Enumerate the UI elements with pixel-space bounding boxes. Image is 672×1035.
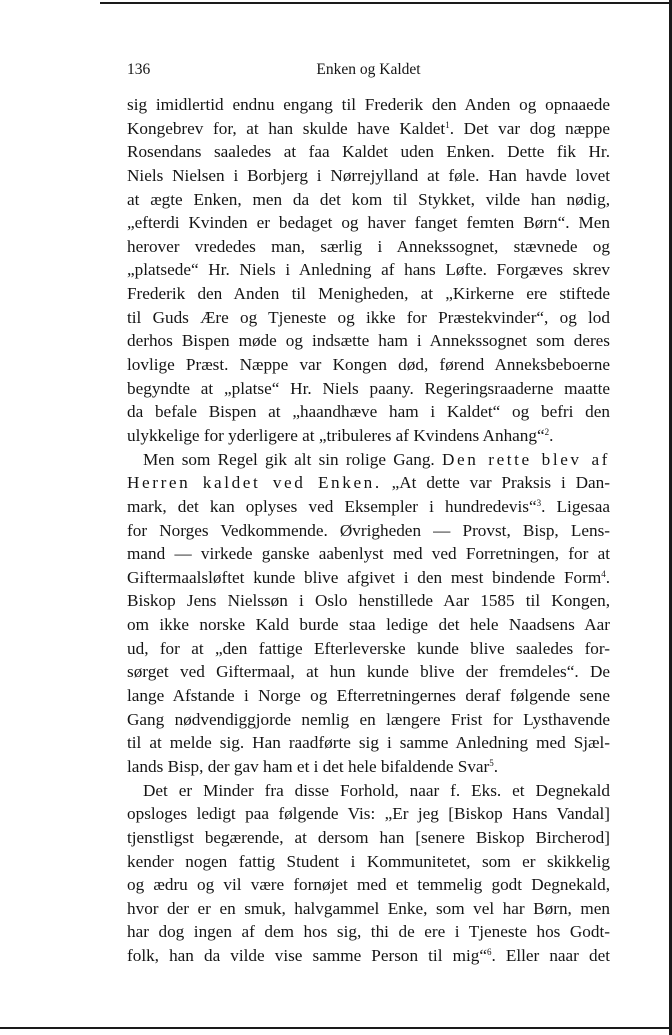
- footnote-marker: 2: [544, 426, 550, 437]
- text-segment: kender nogen fattig Student i Kommunitetet, som er skikkelig: [127, 851, 610, 871]
- page-header: [127, 61, 610, 83]
- text-segment: lange Afstande i Norge og Efterretningernes deraf følgende sene: [127, 686, 610, 706]
- text-segment: Niels Nielsen i Borbjerg i Nørrejylland at føle. Han havde lovet: [127, 165, 610, 185]
- text-line: [127, 519, 610, 543]
- text-segment: folk, han da vilde vise samme Person til mig“: [127, 946, 487, 966]
- text-segment: Biskop Jens Nielssøn i Oslo henstillede Aar 1585 til Kongen,: [127, 591, 610, 611]
- text-segment: Men som Regel gik alt sin rolige Gang.: [143, 449, 442, 469]
- text-line: [127, 353, 610, 377]
- text-line: [127, 306, 610, 330]
- spaced-emphasis: Den rette blev af: [441, 449, 611, 469]
- text-line: [127, 731, 610, 755]
- text-line: [127, 589, 610, 613]
- text-line: [127, 802, 610, 826]
- text-line: [127, 897, 610, 921]
- text-line: [127, 826, 610, 850]
- text-line: [127, 188, 610, 212]
- text-segment: . Ligesaa: [541, 496, 610, 516]
- text-line: [127, 211, 610, 235]
- footnote-marker: 6: [486, 947, 492, 958]
- text-segment: mand — virkede ganske aabenlyst med ved Forretningen, for at: [127, 544, 610, 564]
- text-segment: og ædru og vil være fornøjet med et temmelig godt Degnekald,: [127, 875, 610, 895]
- text-segment: at ægte Enken, men da det kom til Stykket, vilde han nødig,: [127, 189, 610, 209]
- text-segment: . Eller naar det: [491, 946, 610, 966]
- text-segment: .: [493, 756, 499, 776]
- text-segment: mark, det kan oplyses ved Eksempler i hundredevis“: [127, 496, 537, 516]
- text-segment: hvor der er en smuk, halvgammel Enke, som vel har Børn, men: [127, 898, 610, 918]
- text-segment: Giftermaalsløftet kunde blive afgivet i den mest bindende Form: [127, 567, 602, 587]
- text-line: [127, 471, 610, 495]
- spaced-emphasis: Herren kaldet ved Enken.: [127, 473, 382, 493]
- text-line: [127, 235, 610, 259]
- text-line: [127, 850, 610, 874]
- text-line: [127, 566, 610, 590]
- text-segment: Frederik den Anden til Menigheden, at „Kirkerne ere stiftede: [127, 284, 610, 304]
- footnote-marker: 5: [489, 757, 494, 768]
- text-line: [127, 400, 610, 424]
- text-segment: opsloges ledigt paa følgende Vis: „Er jeg [Biskop Hans Vandal]: [127, 804, 610, 824]
- footnote-marker: 4: [601, 568, 606, 579]
- text-line: [127, 329, 610, 353]
- body-text: [127, 93, 610, 968]
- text-segment: „At dette var Praksis i Dan-: [381, 473, 610, 493]
- text-segment: Gang nødvendiggjorde nemlig en længere Frist for Lysthavende: [127, 709, 610, 729]
- text-segment: til Guds Ære og Tjeneste og ikke for Præstekvinder“, og lod: [127, 307, 610, 327]
- text-segment: begyndte at „platse“ Hr. Niels paany. Regeringsraaderne maatte: [127, 378, 610, 398]
- text-line: [127, 708, 610, 732]
- text-line: [127, 117, 610, 141]
- text-line: [127, 684, 610, 708]
- text-segment: .: [549, 425, 554, 445]
- text-segment: sørget ved Giftermaal, at hun kunde blive der fremdeles“. De: [127, 662, 610, 682]
- page-number: 136: [127, 61, 151, 78]
- text-line: [127, 660, 610, 684]
- text-segment: Rosendans saaledes at faa Kaldet uden Enken. Dette fik Hr.: [127, 142, 610, 162]
- text-line: [127, 755, 610, 779]
- text-line: [127, 944, 610, 968]
- text-line: [127, 258, 610, 282]
- top-border-rule: [100, 2, 672, 4]
- text-segment: ulykkelige for yderligere at „tribuleres af Kvindens Anhang“: [127, 425, 545, 445]
- text-line: [127, 282, 610, 306]
- text-segment: Det er Minder fra disse Forhold, naar f. Eks. et Degnekald: [143, 780, 610, 800]
- text-line: [127, 779, 610, 803]
- text-line: [127, 424, 610, 448]
- text-segment: lands Bisp, der gav ham et i det hele bifaldende Svar: [127, 756, 490, 776]
- text-segment: da befale Bispen at „haandhæve ham i Kaldet“ og befri den: [127, 402, 610, 422]
- text-segment: Kongebrev for, at han skulde have Kaldet: [127, 118, 446, 138]
- bottom-border-rule: [0, 1027, 672, 1029]
- text-line: [127, 140, 610, 164]
- text-segment: derhos Bispen møde og indsætte ham i Annekssognet som deres: [127, 331, 610, 351]
- text-segment: lovlige Præst. Næppe var Kongen død, førend Anneksbeboerne: [127, 355, 610, 375]
- text-line: [127, 637, 610, 661]
- text-segment: „platsede“ Hr. Niels i Anledning af hans Løfte. Forgæves skrev: [127, 260, 610, 280]
- text-segment: ud, for at „den fattige Efterleverske kunde blive saaledes for-: [127, 638, 610, 658]
- text-line: [127, 164, 610, 188]
- text-segment: sig imidlertid endnu engang til Frederik den Anden og opnaaede: [127, 95, 610, 114]
- text-segment: til at melde sig. Han raadførte sig i samme Anledning med Sjæl-: [127, 733, 610, 753]
- running-title: Enken og Kaldet: [316, 61, 421, 78]
- text-line: [127, 873, 610, 897]
- footnote-marker: 1: [445, 119, 450, 130]
- text-segment: herover vrededes man, særlig i Annekssognet, stævnede og: [127, 236, 610, 256]
- text-segment: „efterdi Kvinden er bedaget og haver fanget femten Børn“. Men: [127, 213, 610, 233]
- text-line: [127, 377, 610, 401]
- footnote-marker: 3: [536, 497, 542, 508]
- text-segment: . Det var dog næppe: [449, 118, 610, 138]
- text-segment: for Norges Vedkommende. Øvrigheden — Provst, Bisp, Lens-: [127, 520, 610, 540]
- text-line: [127, 495, 610, 519]
- text-line: [127, 93, 610, 117]
- text-line: [127, 542, 610, 566]
- text-segment: .: [605, 567, 610, 587]
- text-line: [127, 448, 610, 472]
- text-line: [127, 920, 610, 944]
- text-segment: har dog ingen af dem hos sig, thi de ere i Tjeneste hos Godt-: [127, 922, 610, 942]
- text-line: [127, 613, 610, 637]
- text-segment: tjenstligst begærende, at dersom han [senere Biskop Bircherod]: [127, 827, 610, 847]
- text-segment: om ikke norske Kald burde staa ledige det hele Naadsens Aar: [127, 615, 610, 635]
